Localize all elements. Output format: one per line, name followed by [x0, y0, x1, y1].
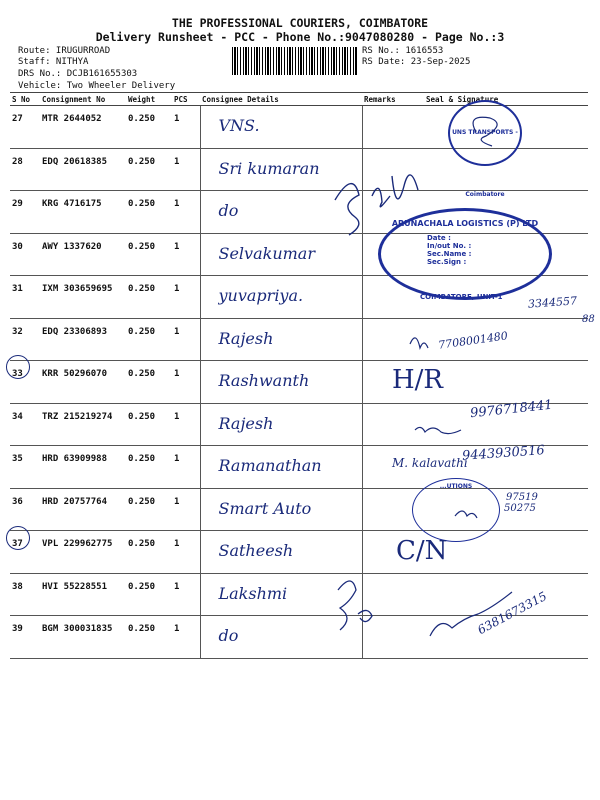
- cell-consignment: AWY 1337620: [40, 233, 126, 276]
- cell-sno: 35: [10, 446, 40, 489]
- cell-weight: 0.250: [126, 361, 172, 404]
- cell-consignee: Ramanathan: [200, 446, 362, 489]
- cell-consignee: VNS.: [200, 106, 362, 149]
- rs-date: RS Date: 23-Sep-2025: [362, 57, 471, 67]
- cell-pcs: 1: [172, 573, 200, 616]
- cell-weight: 0.250: [126, 446, 172, 489]
- cell-weight: 0.250: [126, 488, 172, 531]
- cell-pcs: 1: [172, 488, 200, 531]
- cell-pcs: 1: [172, 106, 200, 149]
- stamp-secsign-label: Sec.Sign :: [427, 258, 467, 266]
- stamp-date-label: Date :: [427, 234, 451, 242]
- cell-pcs: 1: [172, 616, 200, 659]
- cell-sno: 27: [10, 106, 40, 149]
- remark-cn: C/N: [396, 536, 448, 566]
- cell-consignment: MTR 2644052: [40, 106, 126, 149]
- cell-sno: 34: [10, 403, 40, 446]
- stamp-city: COIMBATORE, UNIT-1: [420, 293, 503, 301]
- signature-27: [473, 117, 497, 146]
- cell-consignment: KRR 50296070: [40, 361, 126, 404]
- cell-weight: 0.250: [126, 106, 172, 149]
- stamp-secname-label: Sec.Name :: [427, 250, 472, 258]
- signature-32-34: [410, 338, 461, 434]
- cell-consignee: do: [200, 191, 362, 234]
- stamp-inout-label: In/out No. :: [427, 242, 472, 250]
- col-weight: Weight: [126, 93, 172, 106]
- cell-pcs: 1: [172, 191, 200, 234]
- cell-consignment: IXM 303659695: [40, 276, 126, 319]
- cell-weight: 0.250: [126, 616, 172, 659]
- cell-weight: 0.250: [126, 318, 172, 361]
- note-97519: 97519: [506, 492, 538, 503]
- note-3344: 3344557: [527, 294, 578, 311]
- cell-weight: 0.250: [126, 276, 172, 319]
- cell-consignee: Rashwanth: [200, 361, 362, 404]
- cell-sno: 38: [10, 573, 40, 616]
- cell-consignment: KRG 4716175: [40, 191, 126, 234]
- phone-4: 6381673315: [475, 588, 550, 638]
- cell-consignment: HVI 55228551: [40, 573, 126, 616]
- phone-2: 9443930516: [461, 443, 546, 464]
- cell-sno: 30: [10, 233, 40, 276]
- cell-weight: 0.250: [126, 191, 172, 234]
- cell-weight: 0.250: [126, 531, 172, 574]
- col-pcs: PCS: [172, 93, 200, 106]
- phone-1: 9976718441: [469, 397, 554, 422]
- staff: Staff: NITHYA: [18, 57, 89, 67]
- cell-consignee: Sri kumaran: [200, 148, 362, 191]
- cell-sno: 28: [10, 148, 40, 191]
- col-remarks: Remarks: [362, 93, 408, 106]
- col-sno: S No: [10, 93, 40, 106]
- cell-weight: 0.250: [126, 403, 172, 446]
- cell-consignee: Lakshmi: [200, 573, 362, 616]
- cell-pcs: 1: [172, 318, 200, 361]
- cell-sno: 39: [10, 616, 40, 659]
- cell-pcs: 1: [172, 531, 200, 574]
- cell-pcs: 1: [172, 276, 200, 319]
- cell-sno: 36: [10, 488, 40, 531]
- signature-28: [335, 175, 418, 235]
- uns-stamp: UNS TRANSPORTS - Coimbatore: [448, 100, 522, 166]
- runsheet-subtitle: Delivery Runsheet - PCC - Phone No.:9047080280 - Page No.:3: [95, 30, 505, 44]
- cell-consignment: EDQ 20618385: [40, 148, 126, 191]
- signature-38: [338, 581, 372, 630]
- kalavathi: M. kalavathi: [392, 456, 468, 470]
- cell-pcs: 1: [172, 446, 200, 489]
- cell-sno: 37: [10, 531, 40, 574]
- remark-hr: H/R: [392, 365, 444, 395]
- cell-weight: 0.250: [126, 233, 172, 276]
- cell-weight: 0.250: [126, 573, 172, 616]
- note-50275: 50275: [504, 503, 536, 514]
- cell-pcs: 1: [172, 148, 200, 191]
- vehicle: Vehicle: Two Wheeler Delivery: [18, 81, 176, 91]
- cell-consignment: HRD 63909988: [40, 446, 126, 489]
- cell-pcs: 1: [172, 233, 200, 276]
- cell-consignee: do: [200, 616, 362, 659]
- cell-consignment: BGM 300031835: [40, 616, 126, 659]
- cell-sno: 33: [10, 361, 40, 404]
- cell-weight: 0.250: [126, 148, 172, 191]
- cell-consignee: yuvapriya.: [200, 276, 362, 319]
- signature-39: [430, 592, 512, 636]
- cell-consignee: Rajesh: [200, 403, 362, 446]
- cell-consignee: Smart Auto: [200, 488, 362, 531]
- col-consignee: Consignee Details: [200, 93, 362, 106]
- cell-sno: 32: [10, 318, 40, 361]
- cell-consignment: TRZ 215219274: [40, 403, 126, 446]
- cell-consignee: Satheesh: [200, 531, 362, 574]
- cell-pcs: 1: [172, 361, 200, 404]
- signature-36: [455, 511, 477, 518]
- cell-consignment: EDQ 23306893: [40, 318, 126, 361]
- cell-pcs: 1: [172, 403, 200, 446]
- note-88: 88: [582, 314, 595, 325]
- solutions-stamp: ...UTIONS: [412, 478, 500, 542]
- rs-number: RS No.: 1616553: [362, 46, 444, 56]
- company-title: THE PROFESSIONAL COURIERS, COIMBATORE: [171, 16, 429, 30]
- cell-sno: 31: [10, 276, 40, 319]
- cell-consignee: Selvakumar: [200, 233, 362, 276]
- cell-sno: 29: [10, 191, 40, 234]
- col-seal: Seal & Signature: [408, 93, 588, 106]
- cell-consignment: VPL 229962775: [40, 531, 126, 574]
- phone-3: 7708001480: [437, 329, 509, 352]
- col-consignment: Consignment No: [40, 93, 126, 106]
- stamp-company: ARUNACHALA LOGISTICS (P) LTD: [391, 219, 539, 228]
- drs-number: DRS No.: DCJB161655303: [18, 69, 138, 79]
- route: Route: IRUGURROAD: [18, 46, 111, 56]
- cell-consignee: Rajesh: [200, 318, 362, 361]
- cell-consignment: HRD 20757764: [40, 488, 126, 531]
